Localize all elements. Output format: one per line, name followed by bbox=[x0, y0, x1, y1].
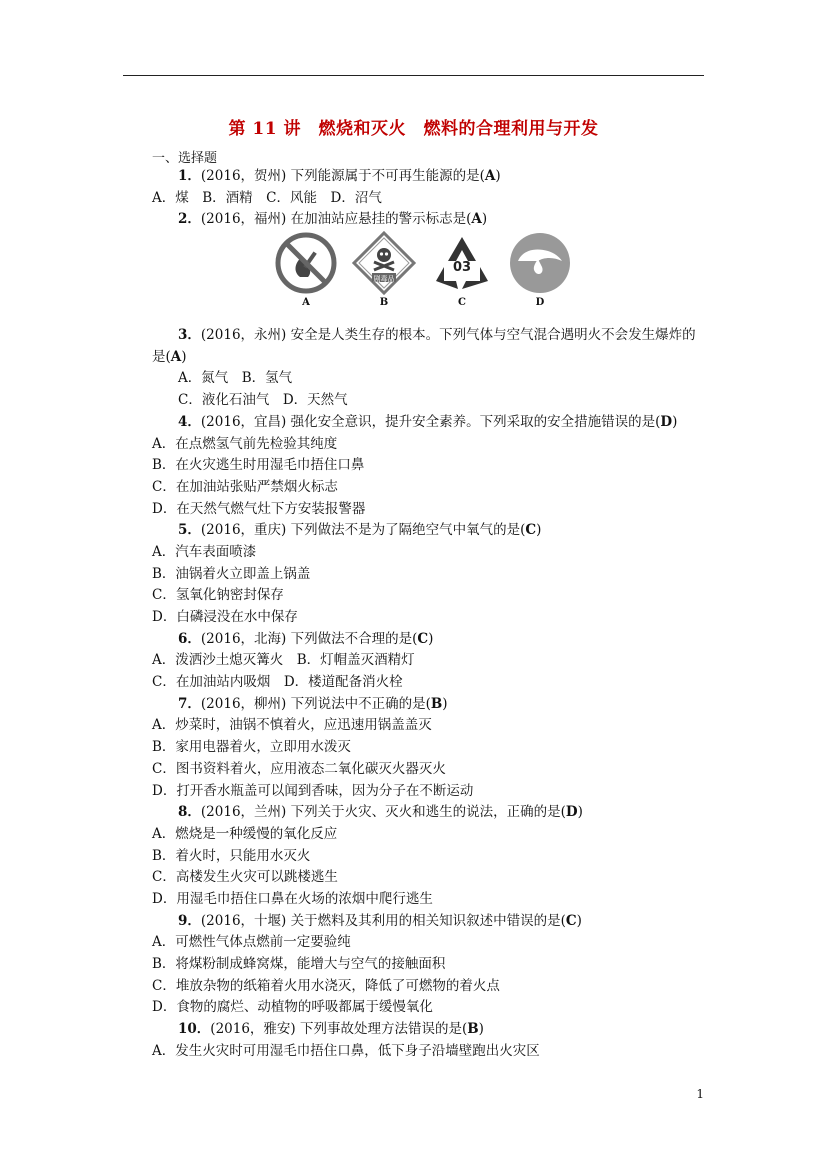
option-line: B．将煤粉制成蜂窝煤，能增大与空气的接触面积 bbox=[152, 956, 446, 972]
sign-b bbox=[352, 231, 416, 308]
option-line: D．用湿毛巾捂住口鼻在火场的浓烟中爬行逃生 bbox=[152, 890, 433, 907]
option-line: A．氮气 B．氢气 bbox=[178, 370, 293, 387]
answer: C bbox=[417, 630, 429, 647]
question-8: 8．(2016，兰州) 下列关于火灾、灭火和逃生的说法，正确的是(D) bbox=[178, 804, 583, 821]
no-fire-sign-icon bbox=[274, 231, 338, 295]
option-line: D．食物的腐烂、动植物的呼吸都属于缓慢氧化 bbox=[152, 999, 433, 1016]
sign-b-caption: 剧毒品 bbox=[373, 275, 395, 284]
sign-d bbox=[508, 231, 572, 308]
header-rule bbox=[123, 75, 704, 76]
answer: C bbox=[525, 522, 537, 539]
question-stem: (2016，永州) 安全是人类生存的根本。下列气体与空气混合遇明火不会发生爆炸的 bbox=[200, 327, 696, 344]
page-number: 1 bbox=[696, 1087, 704, 1101]
option-line: C．液化石油气 D．天然气 bbox=[178, 392, 348, 409]
answer: B bbox=[430, 695, 443, 712]
option-line: C．图书资料着火，应用液态二氧化碳灭火器灭火 bbox=[152, 760, 446, 777]
sign-c bbox=[430, 231, 494, 308]
question-number: 3． bbox=[178, 327, 201, 344]
answer: D bbox=[565, 804, 578, 821]
option-line: C．氢氧化钠密封保存 bbox=[152, 587, 284, 604]
option-line: B．家用电器着火，立即用水泼灭 bbox=[152, 739, 351, 756]
question-number: 4． bbox=[178, 413, 201, 430]
recycle-icon bbox=[430, 231, 494, 295]
question-5: 5．(2016，重庆) 下列做法不是为了隔绝空气中氧气的是(C) bbox=[178, 522, 542, 539]
question-number: 6． bbox=[178, 630, 201, 647]
question-stem: (2016，兰州) 下列关于火灾、灭火和逃生的说法，正确的是( bbox=[200, 804, 566, 821]
question-10: 10．(2016，雅安) 下列事故处理方法错误的是(B) bbox=[178, 1021, 484, 1038]
question-stem: (2016，宜昌) 强化安全意识，提升安全素养。下列采取的安全措施错误的是( bbox=[200, 413, 661, 430]
option-line: B．在火灾逃生时用湿毛巾捂住口鼻 bbox=[152, 457, 365, 474]
question-stem: (2016，福州) 在加油站应悬挂的警示标志是( bbox=[200, 211, 472, 228]
option-line: A．煤 B．酒精 C．风能 D．沼气 bbox=[152, 189, 382, 206]
sign-b-label: B bbox=[379, 297, 389, 309]
option-line: A．汽车表面喷漆 bbox=[152, 543, 257, 560]
answer: A bbox=[484, 168, 496, 184]
question-3-cont: 是(A) bbox=[152, 348, 187, 365]
answer: C bbox=[565, 912, 577, 929]
question-6: 6．(2016，北海) 下列做法不合理的是(C) bbox=[178, 630, 434, 647]
option-line: D．打开香水瓶盖可以闻到香味，因为分子在不断运动 bbox=[152, 782, 474, 799]
sign-a-label: A bbox=[302, 297, 310, 309]
option-line: B．着火时，只能用水灭火 bbox=[152, 847, 311, 864]
water-saving-icon bbox=[508, 231, 572, 295]
question-number: 2． bbox=[178, 211, 201, 228]
question-2: 2．(2016，福州) 在加油站应悬挂的警示标志是(A) bbox=[178, 211, 488, 228]
question-number: 7． bbox=[178, 695, 201, 712]
option-line: D．白磷浸没在水中保存 bbox=[152, 609, 298, 625]
option-line: A．发生火灾时可用湿毛巾捂住口鼻，低下身子沿墙壁跑出火灾区 bbox=[152, 1042, 540, 1059]
question-number: 9． bbox=[178, 912, 201, 929]
question-list bbox=[152, 166, 704, 1062]
question-number: 8． bbox=[178, 804, 201, 821]
question-stem: (2016，重庆) 下列做法不是为了隔绝空气中氧气的是( bbox=[200, 522, 526, 539]
question-4: 4．(2016，宜昌) 强化安全意识，提升安全素养。下列采取的安全措施错误的是(D) bbox=[178, 413, 678, 430]
answer: D bbox=[660, 413, 673, 430]
question-stem: (2016，贺州) 下列能源属于不可再生能源的是( bbox=[200, 168, 485, 184]
option-line: A．在点燃氢气前先检验其纯度 bbox=[152, 435, 338, 452]
option-line: B．油锅着火立即盖上锅盖 bbox=[152, 565, 311, 582]
question-number: 5． bbox=[178, 522, 201, 539]
option-line: C．在加油站内吸烟 D．楼道配备消火栓 bbox=[152, 674, 403, 691]
svg-text:03: 03 bbox=[452, 260, 472, 276]
question-stem: (2016，雅安) 下列事故处理方法错误的是( bbox=[210, 1021, 468, 1038]
option-line: A．泼洒沙土熄灭篝火 B．灯帽盖灭酒精灯 bbox=[152, 652, 415, 669]
question-stem: (2016，十堰) 关于燃料及其利用的相关知识叙述中错误的是( bbox=[200, 912, 566, 929]
warning-signs-figure bbox=[152, 231, 704, 325]
answer: B bbox=[467, 1021, 479, 1038]
sign-d-label: D bbox=[535, 297, 545, 309]
question-1: 1．(2016，贺州) 下列能源属于不可再生能源的是(A) bbox=[178, 168, 501, 184]
option-line: A．燃烧是一种缓慢的氧化反应 bbox=[152, 825, 338, 842]
section-heading: 一、选择题 bbox=[152, 151, 218, 166]
sign-c-label: C bbox=[458, 297, 466, 309]
question-7: 7．(2016，柳州) 下列说法中不正确的是(B) bbox=[178, 695, 448, 712]
option-line: A．可燃性气体点燃前一定要验纯 bbox=[152, 934, 351, 951]
option-line: A．炒菜时，油锅不慎着火，应迅速用锅盖盖灭 bbox=[152, 717, 432, 734]
question-3 bbox=[178, 325, 704, 347]
page-title: 第 11 讲 燃烧和灭火 燃料的合理利用与开发 bbox=[228, 119, 599, 139]
toxic-diamond-icon bbox=[352, 231, 416, 295]
option-line: D．在天然气燃气灶下方安装报警器 bbox=[152, 500, 366, 517]
question-number: 10． bbox=[178, 1021, 211, 1038]
question-stem: (2016，柳州) 下列说法中不正确的是( bbox=[200, 695, 431, 712]
option-line: C．高楼发生火灾可以跳楼逃生 bbox=[152, 869, 338, 886]
sign-a bbox=[274, 231, 338, 308]
question-9: 9．(2016，十堰) 关于燃料及其利用的相关知识叙述中错误的是(C) bbox=[178, 912, 582, 929]
answer: A bbox=[170, 348, 182, 365]
question-number: 1． bbox=[178, 168, 201, 184]
option-line: C．在加油站张贴严禁烟火标志 bbox=[152, 478, 338, 495]
question-stem: (2016，北海) 下列做法不合理的是( bbox=[200, 630, 418, 647]
option-line: C．堆放杂物的纸箱着火用水浇灭，降低了可燃物的着火点 bbox=[152, 977, 500, 994]
answer: A bbox=[471, 211, 482, 228]
